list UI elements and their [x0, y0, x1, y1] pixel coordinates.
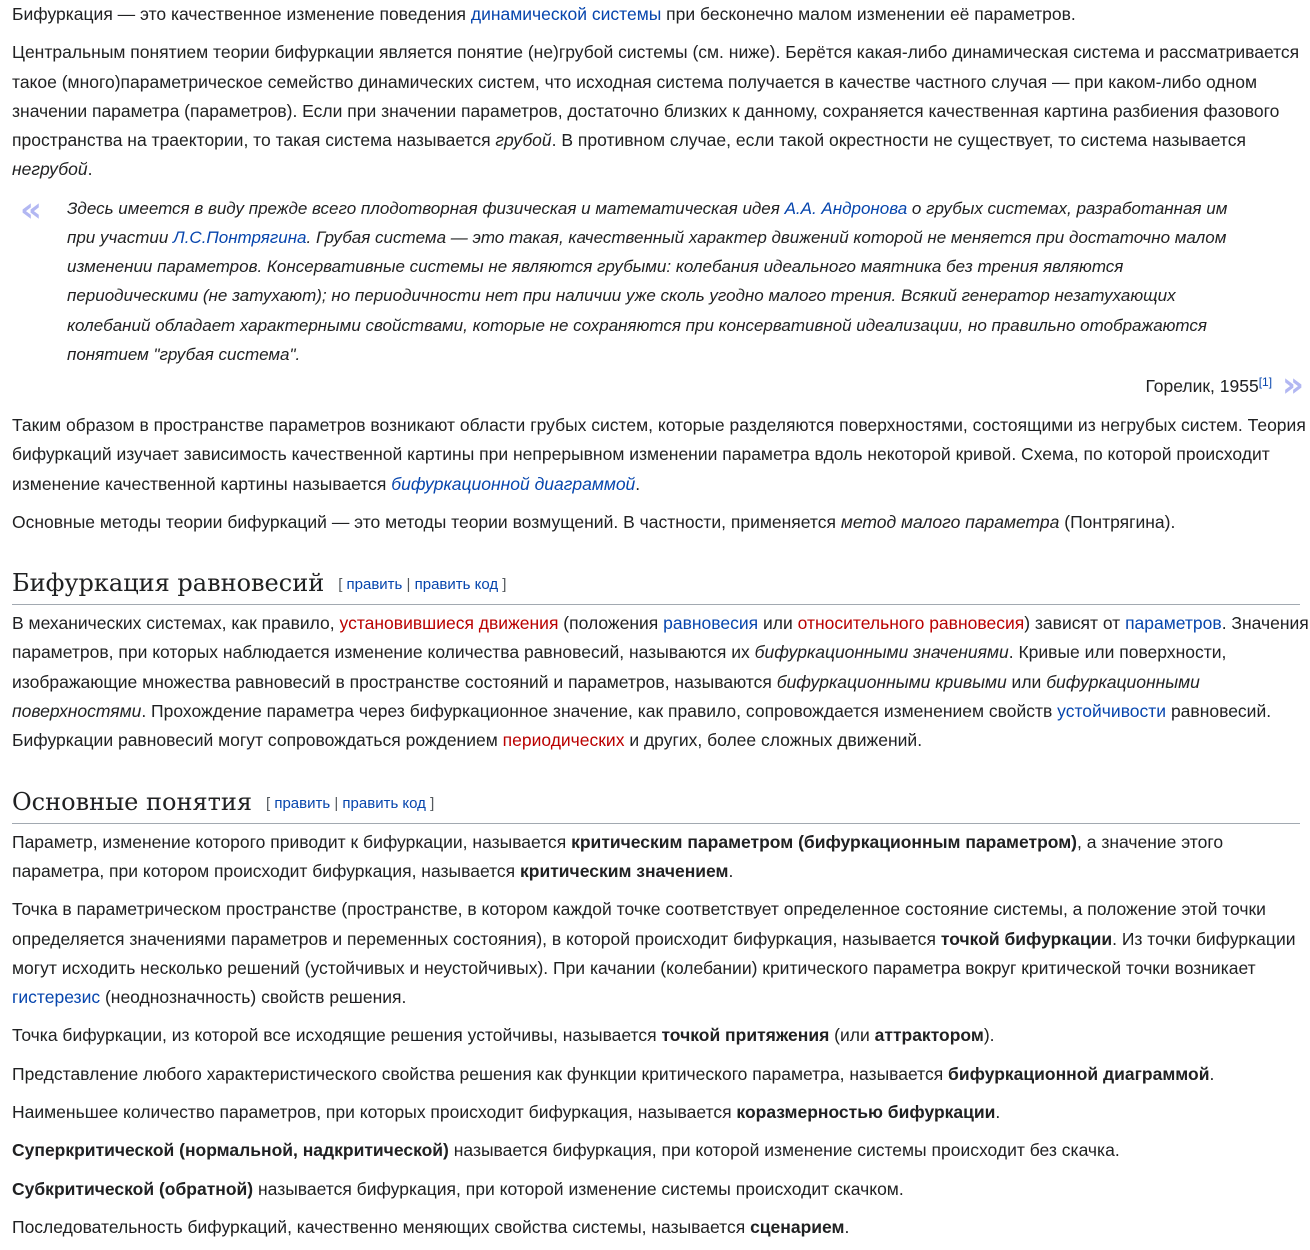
link-equilibrium[interactable]: равновесия	[663, 613, 759, 634]
link-stability[interactable]: устойчивости	[1057, 701, 1167, 722]
edit-source-button[interactable]: править код	[414, 576, 499, 594]
bold-term: сценарием	[750, 1216, 845, 1237]
text: ).	[983, 1025, 995, 1046]
after-quote-paragraph-2	[12, 508, 1310, 537]
section-title: Бифуркация равновесий	[12, 569, 325, 598]
edit-button[interactable]: править	[346, 576, 403, 594]
section2-paragraph-3	[12, 1021, 1310, 1050]
link-steady-motions[interactable]: установившиеся движения	[339, 613, 559, 634]
text: Представление любого характеристического свойства решения как функции критического параметра, называется	[12, 1063, 949, 1084]
text: .	[87, 159, 93, 180]
text: , а значение этого параметра, при котором происходит бифуркация, называется	[12, 831, 1224, 881]
text: .	[844, 1216, 850, 1237]
after-quote-paragraph-1	[12, 411, 1310, 499]
blockquote	[12, 189, 1310, 405]
section2-paragraph-6	[12, 1136, 1310, 1165]
bracket: [	[338, 576, 347, 594]
emphasis: бифуркационными кривыми	[776, 671, 1007, 692]
close-quote-icon: »	[1282, 365, 1304, 405]
bold-term: бифуркационной диаграммой	[948, 1063, 1210, 1084]
citation-author: Горелик, 1955	[1145, 376, 1259, 396]
text: при бесконечно малом изменении её параметров.	[661, 4, 1076, 24]
section-heading-basic-concepts	[12, 786, 1300, 824]
text: Центральным понятием теории бифуркации является понятие (не)грубой системы (см. ниже). Берётся какая-либо динамическая система и рассматривается такое (много)параметрическое семейство динамических систем, что исходная система получается в качестве частного случая — при каком-либо одном значении параметра (параметров). Если при значении параметров, достаточно близких к данному, сохраняется качественная картина разбиения фазового пространства на траектории, то такая система называется	[12, 42, 1300, 151]
text: равновесий. Бифуркации равновесий могут сопровождаться рождением	[12, 701, 1272, 751]
text: . Из точки бифуркации могут исходить несколько решений (устойчивых и неустойчивых). При качании (колебании) критического параметра вокруг критической точки возникает	[12, 928, 1296, 978]
bold-term: критическим значением	[520, 860, 729, 881]
intro-paragraph-1	[12, 0, 1310, 29]
text: .	[728, 860, 734, 881]
bold-term: коразмерностью бифуркации	[736, 1102, 996, 1123]
text: Таким образом в пространстве параметров возникают области грубых систем, которые разделяются поверхностями, состоящими из негрубых систем. Теория бифуркаций изучает зависимость качественной картины при непрерывном изменении параметра вдоль некоторой кривой. Схема, по которой происходит изменение качественной картины называется	[12, 415, 1306, 494]
text: (или	[829, 1025, 875, 1046]
link-pontryagin[interactable]: Л.С.Понтрягина	[173, 227, 307, 247]
text: . Кривые или поверхности, изображающие множества равновесий в пространстве состояний и параметров, называются	[12, 642, 1227, 692]
text: .	[995, 1102, 1001, 1123]
text: Основные методы теории бифуркаций — это методы теории возмущений. В частности, применяется	[12, 511, 841, 532]
text: или	[758, 613, 798, 634]
edit-section-links	[266, 795, 434, 812]
text: . Прохождение параметра через бифуркационное значение, как правило, сопровождается изменением свойств	[141, 701, 1058, 722]
text: называется бифуркация, при которой изменение системы происходит скачком.	[253, 1178, 904, 1199]
reference-sup	[1259, 375, 1272, 389]
link-hysteresis[interactable]: гистерезис	[12, 987, 101, 1008]
emphasis: бифуркационными значениями	[754, 642, 1009, 663]
emphasis: бифуркационными поверхностями	[12, 671, 1200, 722]
section2-paragraph-1	[12, 828, 1310, 887]
reference-link[interactable]: [1]	[1258, 375, 1273, 389]
section2-paragraph-5	[12, 1098, 1310, 1127]
text: или	[1006, 671, 1047, 692]
text: .	[1209, 1063, 1215, 1084]
link-andronov[interactable]: А.А. Андронова	[784, 198, 908, 218]
text: Параметр, изменение которого приводит к бифуркации, называется	[12, 831, 572, 852]
text: Точка в параметрическом пространстве (пространстве, в котором каждой точке соответствует определенное состояние системы, а положение этой точки определяется значениями параметров и переменных состояния), в которой происходит бифуркация, называется	[12, 899, 1266, 949]
text: (неоднозначность) свойств решения.	[100, 987, 407, 1008]
text: и других, более сложных движений.	[624, 730, 923, 751]
section1-paragraph-1	[12, 609, 1310, 755]
text: о грубых системах, разработанная им при участии	[67, 198, 1228, 247]
bold-term: критическим параметром (бифуркационным параметром)	[571, 831, 1077, 852]
link-bifurcation-diagram[interactable]: бифуркационной диаграммой	[391, 473, 636, 494]
text: Бифуркация — это качественное изменение поведения	[12, 4, 471, 24]
text: (положения	[558, 613, 664, 634]
text: В механических системах, как правило,	[12, 613, 340, 634]
bold-term: Суперкритической (нормальной, надкритической)	[12, 1140, 449, 1161]
emphasis: негрубой	[12, 159, 88, 180]
bold-term: Субкритической (обратной)	[12, 1178, 254, 1199]
text: Последовательность бифуркаций, качественно меняющих свойства системы, называется	[12, 1216, 751, 1237]
edit-section-links	[338, 576, 506, 593]
link-dynamic-system[interactable]: динамической системы	[470, 4, 662, 24]
text: Наименьшее количество параметров, при которых происходит бифуркация, называется	[12, 1102, 737, 1123]
bracket: [	[266, 794, 275, 812]
bold-term: точкой бифуркации	[940, 928, 1113, 949]
separator: |	[402, 576, 415, 594]
section2-paragraph-7	[12, 1175, 1310, 1204]
text: Точка бифуркации, из которой все исходящие решения устойчивы, называется	[12, 1025, 662, 1046]
edit-button[interactable]: править	[274, 794, 331, 812]
text: .	[635, 473, 641, 494]
bold-term: точкой притяжения	[661, 1025, 830, 1046]
text: . Значения параметров, при которых наблюдается изменение количества равновесий, называются их	[12, 613, 1309, 663]
text: . Грубая система — это такая, качественный характер движений которой не меняется при достаточно малом изменении параметров. Консервативные системы не являются грубыми: колебания идеального маятника без трения являются периодическими (не затухают); но периодичности нет при наличии уже сколь угодно малого трения. Всякий генератор незатухающих колебаний обладает характерными свойствами, которые не сохраняются при консервативной идеализации, но правильно отображаются понятием "грубая система".	[67, 227, 1227, 364]
bold-term: аттрактором	[874, 1025, 984, 1046]
text: . В противном случае, если такой окрестности не существует, то система называется	[551, 130, 1246, 151]
text: Здесь имеется в виду прежде всего плодотворная физическая и математическая идея	[67, 198, 785, 218]
section-title: Основные понятия	[12, 787, 252, 816]
open-quote-icon: «	[20, 189, 42, 230]
bracket: ]	[425, 794, 435, 812]
quote-citation	[67, 365, 1304, 405]
section2-paragraph-2	[12, 895, 1310, 1012]
quote-text	[67, 194, 1257, 369]
emphasis: метод малого параметра	[840, 511, 1060, 532]
link-periodic[interactable]: периодических	[502, 730, 625, 751]
text: ) зависят от	[1024, 613, 1126, 634]
link-relative-equilibrium[interactable]: относительного равновесия	[797, 613, 1025, 634]
section2-paragraph-8	[12, 1213, 1310, 1242]
section2-paragraph-4	[12, 1060, 1310, 1089]
edit-source-button[interactable]: править код	[342, 794, 426, 812]
text: (Понтрягина).	[1059, 511, 1176, 532]
emphasis: грубой	[495, 130, 552, 151]
link-parameters[interactable]: параметров	[1125, 613, 1222, 634]
intro-paragraph-2	[12, 38, 1310, 184]
bracket: ]	[498, 576, 507, 594]
text: называется бифуркация, при которой изменение системы происходит без скачка.	[448, 1140, 1120, 1161]
section-heading-equilibria	[12, 567, 1300, 605]
separator: |	[330, 794, 343, 812]
